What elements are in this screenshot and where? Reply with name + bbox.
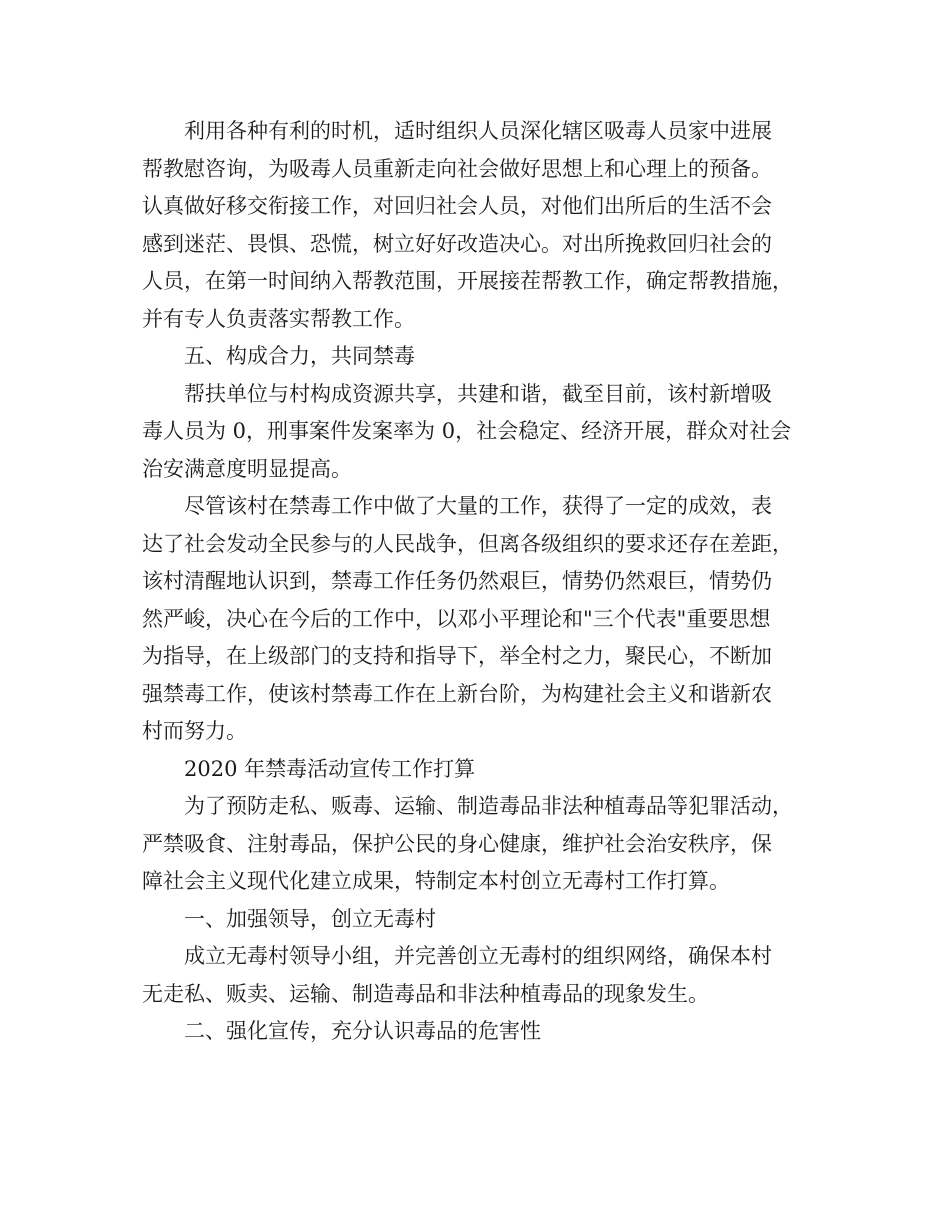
text-line: 毒人员为 0，刑事案件发案率为 0，社会稳定、经济开展，群众对社会 [142,419,792,443]
text-line: 帮扶单位与村构成资源共享，共建和谐，截至目前，该村新增吸 [184,381,772,406]
document-title: 2020 年禁毒活动宣传工作打算 [184,756,476,781]
text-line: 并有专人负责落实帮教工作。 [142,306,415,331]
text-line: 为了预防走私、贩毒、运输、制造毒品非法种植毒品等犯罪活动， [184,794,793,818]
text-line: 该村清醒地认识到，禁毒工作任务仍然艰巨，情势仍然艰巨，情势仍 [142,569,772,593]
text-line: 帮教慰咨询，为吸毒人员重新走向社会做好思想上和心理上的预备。 [142,156,772,181]
text-line: 达了社会发动全民参与的人民战争，但离各级组织的要求还存在差距， [142,531,793,556]
section-heading: 五、构成合力，共同禁毒 [184,344,415,368]
text-line: 治安满意度明显提高。 [142,456,352,481]
text-line: 成立无毒村领导小组，并完善创立无毒村的组织网络，确保本村 [184,944,772,968]
text-line: 人员，在第一时间纳入帮教范围，开展接茬帮教工作，确定帮教措施， [142,269,793,293]
text-line: 障社会主义现代化建立成果，特制定本村创立无毒村工作打算。 [142,869,730,893]
text-line: 严禁吸食、注射毒品，保护公民的身心健康，维护社会治安秩序，保 [142,831,772,856]
text-line: 利用各种有利的时机，适时组织人员深化辖区吸毒人员家中进展 [184,119,772,143]
section-heading: 一、加强领导，创立无毒村 [184,906,436,931]
text-line: 为指导，在上级部门的支持和指导下，举全村之力，聚民心，不断加 [142,644,772,668]
text-line: 认真做好移交衔接工作，对回归社会人员，对他们出所后的生活不会 [142,194,772,218]
text-line: 感到迷茫、畏惧、恐慌，树立好好改造决心。对出所挽救回归社会的 [142,231,772,256]
text-line: 无走私、贩卖、运输、制造毒品和非法种植毒品的现象发生。 [142,981,709,1006]
text-line: 尽管该村在禁毒工作中做了大量的工作，获得了一定的成效，表 [184,494,772,518]
text-line: 然严峻，决心在今后的工作中，以邓小平理论和"三个代表"重要思想 [142,606,771,631]
document-body [142,113,822,1051]
text-line: 强禁毒工作，使该村禁毒工作在上新台阶，为构建社会主义和谐新农 [142,681,772,706]
section-heading: 二、强化宣传，充分认识毒品的危害性 [184,1019,541,1043]
text-line: 村而努力。 [142,719,247,743]
